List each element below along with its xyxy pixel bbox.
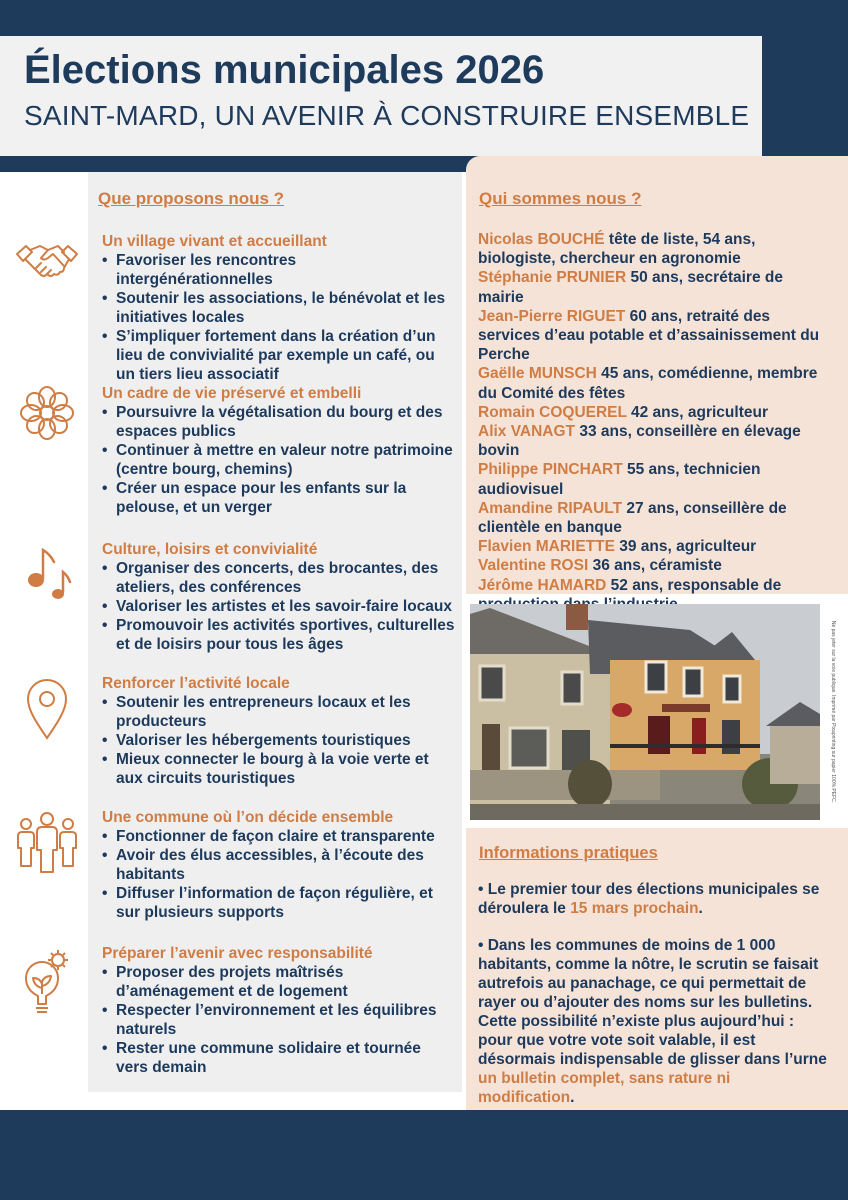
list-item: • Valoriser les hébergements touristiques bbox=[102, 731, 456, 750]
page-subtitle: SAINT-MARD, UN AVENIR À CONSTRUIRE ENSEMBLE bbox=[24, 100, 750, 131]
team-member bbox=[478, 537, 828, 556]
member-name: Valentine ROSI bbox=[478, 557, 589, 575]
proposal-section-2 bbox=[86, 384, 456, 517]
team-member bbox=[478, 403, 828, 422]
member-name: Amandine RIPAULT bbox=[478, 499, 623, 517]
member-desc: 52 ans, responsable de bbox=[610, 576, 782, 594]
member-name: Philippe PINCHART bbox=[478, 461, 623, 479]
member-name: Flavien MARIETTE bbox=[478, 538, 615, 556]
list-item: • Soutenir les entrepreneurs locaux et les producteurs bbox=[102, 693, 456, 731]
handshake-icon bbox=[14, 230, 80, 296]
list-item: • Fonctionner de façon claire et transparente bbox=[102, 827, 456, 846]
decorative-tab bbox=[466, 156, 848, 172]
info-text: . bbox=[570, 1089, 575, 1106]
info-paragraph-1 bbox=[478, 880, 828, 918]
proposal-section-6 bbox=[86, 944, 456, 1077]
list-item: • Organiser des concerts, des brocantes, des ateliers, des conférences bbox=[102, 559, 456, 597]
list-item: • Avoir des élus accessibles, à l’écoute des habitants bbox=[102, 846, 456, 884]
member-desc: 50 ans, secrétaire de mairie bbox=[478, 269, 783, 306]
people-group-icon bbox=[14, 810, 80, 876]
village-photo bbox=[470, 604, 820, 820]
list-item: • S’impliquer fortement dans la création d’un lieu de convivialité par exemple un café, ou un tiers lieu associatif bbox=[102, 327, 456, 384]
proposal-section-4 bbox=[86, 674, 456, 788]
info-paragraph-2 bbox=[478, 936, 828, 1107]
flower-icon bbox=[14, 380, 80, 446]
member-name: Jean-Pierre RIGUET bbox=[478, 307, 626, 325]
member-name: Gaëlle MUNSCH bbox=[478, 365, 597, 383]
team-member bbox=[478, 499, 828, 537]
member-desc: 60 ans, retraité des services d’eau potable et d’assainissement du Perche bbox=[478, 307, 820, 364]
list-item: • Soutenir les associations, le bénévolat et les initiatives locales bbox=[102, 289, 456, 327]
team-member bbox=[478, 268, 828, 306]
section-title: Culture, loisirs et convivialité bbox=[102, 541, 318, 558]
member-desc: 36 ans, céramiste bbox=[588, 557, 722, 575]
list-item: • Respecter l’environnement et les équilibres naturels bbox=[102, 1001, 456, 1039]
list-item: • Diffuser l’information de façon régulière, et sur plusieurs supports bbox=[102, 884, 456, 922]
info-text: . bbox=[698, 900, 703, 917]
footer-band bbox=[0, 1110, 848, 1200]
list-item: • Continuer à mettre en valeur notre patrimoine (centre bourg, chemins) bbox=[102, 441, 456, 479]
printing-note bbox=[826, 604, 840, 820]
list-item: • Créer un espace pour les enfants sur la pelouse, et un verger bbox=[102, 479, 456, 517]
member-name: Nicolas BOUCHÉ bbox=[478, 231, 605, 248]
proposal-section-5 bbox=[86, 808, 456, 922]
info-highlight: 15 mars prochain bbox=[570, 900, 699, 917]
page-title: Élections municipales 2026 bbox=[24, 48, 545, 92]
lightbulb-gear-icon bbox=[14, 948, 80, 1014]
music-note-icon bbox=[14, 540, 80, 606]
member-desc: 45 ans, comédienne, membre du Comité des fêtes bbox=[478, 365, 818, 402]
list-item: • Poursuivre la végétalisation du bourg et des espaces publics bbox=[102, 403, 456, 441]
member-desc: 33 ans, conseillère en élevage bovin bbox=[478, 423, 801, 460]
list-item: • Proposer des projets maîtrisés d’aménagement et de logement bbox=[102, 963, 456, 1001]
team-member bbox=[478, 556, 828, 575]
team-member bbox=[478, 422, 828, 460]
list-item: • Promouvoir les activités sportives, culturelles et de loisirs pour tous les âges bbox=[102, 616, 456, 654]
section-title: Une commune où l’on décide ensemble bbox=[102, 809, 394, 826]
info-text: • Le premier tour des élections municipales se déroulera le bbox=[478, 881, 820, 917]
member-name: Alix VANAGT bbox=[478, 423, 576, 441]
list-item: • Favoriser les rencontres intergénérationnelles bbox=[102, 251, 456, 289]
team-member bbox=[478, 307, 828, 365]
team-member bbox=[478, 460, 828, 498]
info-heading: Informations pratiques bbox=[479, 844, 658, 862]
member-name: Jérôme HAMARD bbox=[478, 576, 607, 594]
member-desc: 27 ans, conseillère de clientèle en banque bbox=[478, 499, 787, 537]
team-member bbox=[478, 364, 828, 402]
member-desc: 55 ans, technicien audiovisuel bbox=[478, 461, 761, 498]
list-item: • Valoriser les artistes et les savoir-faire locaux bbox=[102, 597, 456, 616]
list-item: • Rester une commune solidaire et tournée vers demain bbox=[102, 1039, 456, 1077]
team-heading: Qui sommes nous ? bbox=[479, 189, 642, 208]
member-desc: 39 ans, agriculteur bbox=[614, 538, 757, 556]
printing-note-text: Ne pas jeter sur la voie publique. Imprimé par Pixaprinting sur papier 100% PEFC. bbox=[830, 620, 836, 804]
proposal-section-1 bbox=[86, 232, 456, 384]
map-pin-icon bbox=[14, 674, 80, 740]
info-highlight: un bulletin complet, sans rature ni modification bbox=[478, 1070, 731, 1106]
member-desc: 42 ans, agriculteur bbox=[626, 403, 768, 421]
proposal-section-3 bbox=[86, 540, 456, 654]
member-name: Romain COQUEREL bbox=[478, 403, 627, 421]
section-title: Un cadre de vie préservé et embelli bbox=[102, 385, 362, 402]
info-text: • Dans les communes de moins de 1 000 habitants, comme la nôtre, le scrutin se faisait autrefois au panachage, ce qui permettait de rayer ou d’ajouter des noms sur les bulletins. Cette possibilité n’existe plus aujourd’hui : pour que votre vote soit valable, il est désormais indispensable de glisser dans l’urne bbox=[478, 937, 827, 1068]
team-member bbox=[478, 230, 828, 268]
section-title: Un village vivant et accueillant bbox=[102, 233, 327, 250]
member-name: Stéphanie PRUNIER bbox=[478, 269, 627, 287]
section-title: Renforcer l’activité locale bbox=[102, 675, 290, 692]
list-item: • Mieux connecter le bourg à la voie verte et aux circuits touristiques bbox=[102, 750, 456, 788]
team-list bbox=[478, 230, 828, 614]
member-desc: tête de liste, 54 ans, biologiste, chercheur en agronomie bbox=[478, 231, 756, 268]
proposals-heading: Que proposons nous ? bbox=[98, 189, 285, 208]
section-title: Préparer l’avenir avec responsabilité bbox=[102, 945, 373, 962]
